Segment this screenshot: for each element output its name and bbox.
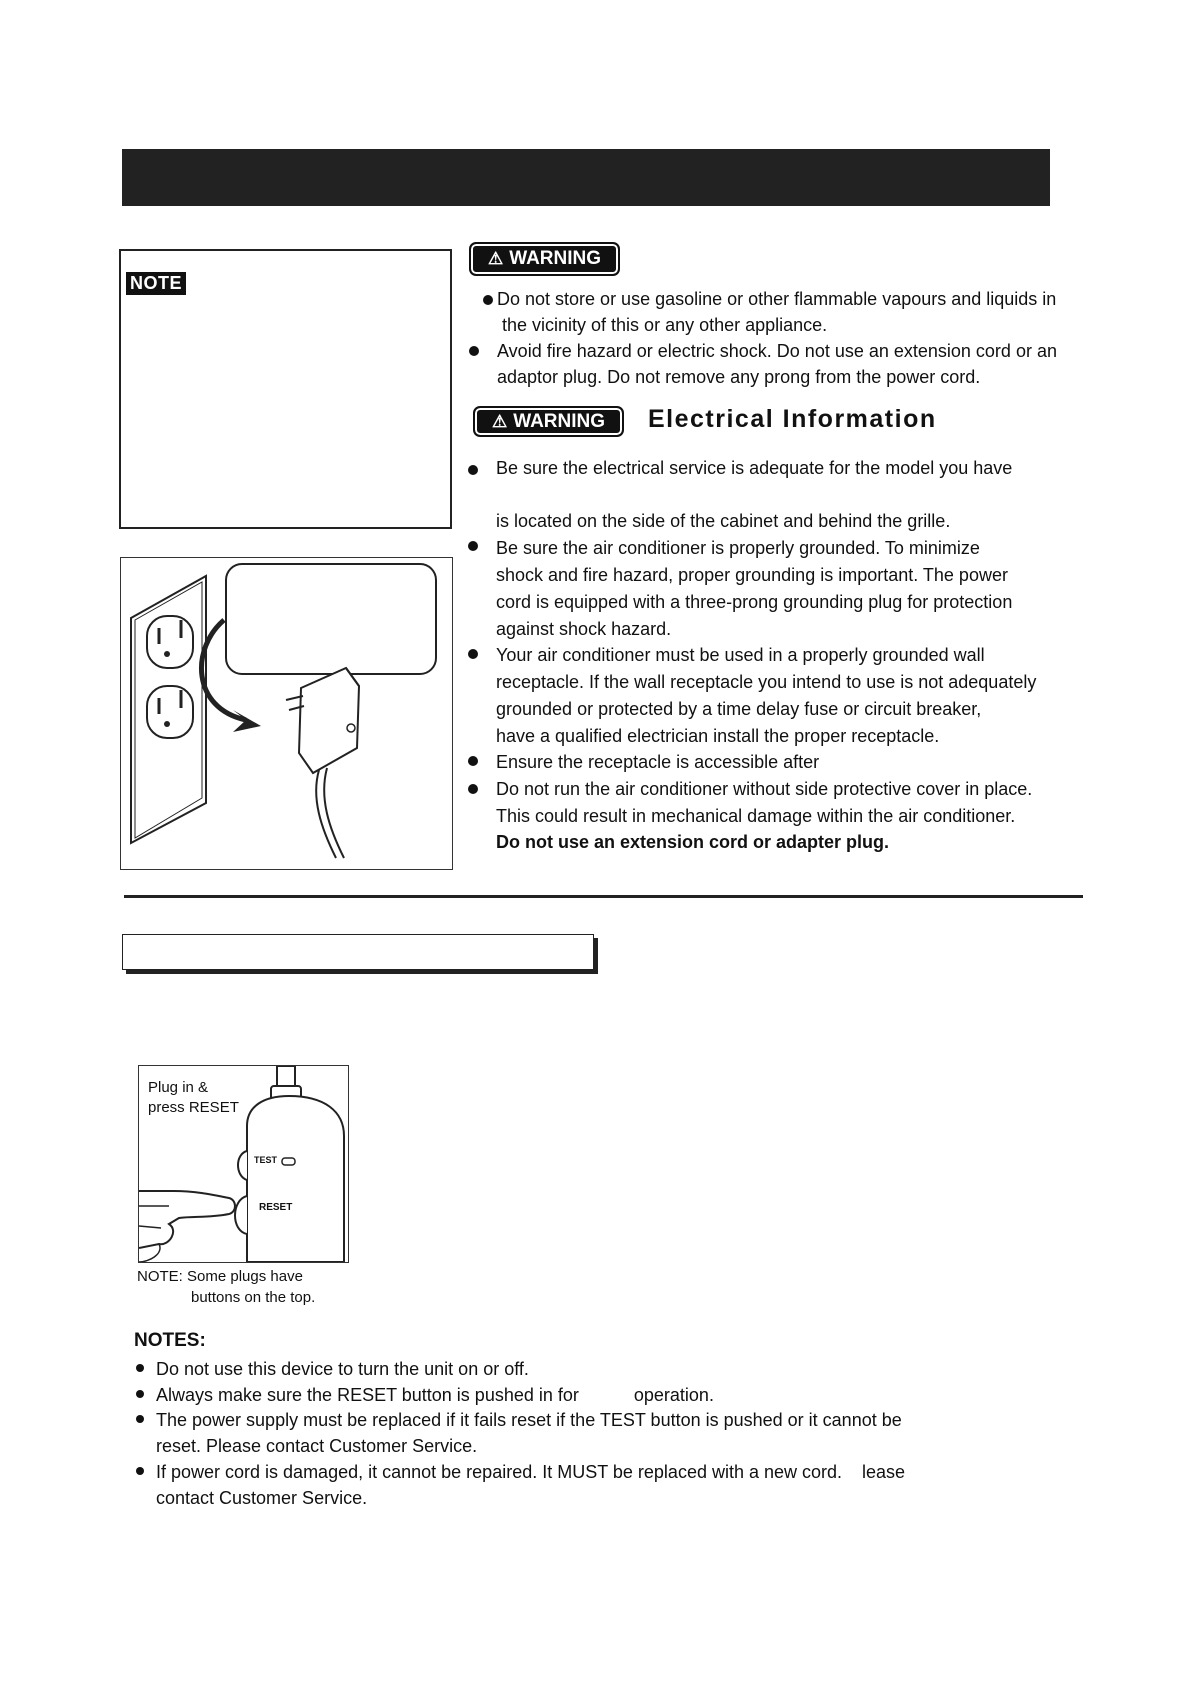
outlet-illustration xyxy=(120,557,453,870)
press-reset-label: press RESET xyxy=(148,1099,239,1116)
note-item-4-line-1: If power cord is damaged, it cannot be repaired. It MUST be replaced with a new cord. lease xyxy=(156,1462,906,1482)
bullet-icon xyxy=(483,295,493,305)
elec-bullet-3-line-1: Your air conditioner must be used in a properly grounded wall xyxy=(496,645,985,665)
note-item-3-line-1: The power supply must be replaced if it fails reset if the TEST button is pushed or it cannot be xyxy=(156,1410,902,1430)
elec-bullet-3-line-4: have a qualified electrician install the proper receptacle. xyxy=(496,726,940,746)
elec-bullet-3-line-2: receptacle. If the wall receptacle you intend to use is not adequately xyxy=(496,672,1037,692)
warning-triangle-icon: ⚠ xyxy=(491,411,508,431)
notes-title: NOTES: xyxy=(134,1330,206,1351)
plug-in-label: Plug in & xyxy=(148,1079,209,1096)
bullet-icon xyxy=(136,1364,144,1372)
bullet-icon xyxy=(468,756,478,766)
warning-badge: ⚠ WARNING xyxy=(469,242,620,276)
reset-button-label: RESET xyxy=(259,1202,293,1213)
warning1-bullet-1-line-2: the vicinity of this or any other appliance. xyxy=(502,315,828,335)
elec-bullet-5-line-2: This could result in mechanical damage within the air conditioner. xyxy=(496,806,1016,826)
no-extension-cord-warning: Do not use an extension cord or adapter plug. xyxy=(496,832,890,852)
bullet-icon xyxy=(468,465,478,475)
bullet-icon xyxy=(468,541,478,551)
warning-triangle-icon: ⚠ xyxy=(487,249,504,268)
note-item-4-line-2: contact Customer Service. xyxy=(156,1488,368,1508)
bullet-icon xyxy=(136,1415,144,1423)
wall-outlet-plug-icon xyxy=(121,558,451,868)
elec-bullet-1-line-3: is located on the side of the cabinet and behind the grille. xyxy=(496,511,951,531)
note-item-1: Do not use this device to turn the unit on or off. xyxy=(156,1359,529,1379)
bullet-icon xyxy=(469,346,479,356)
elec-bullet-2-line-4: against shock hazard. xyxy=(496,619,672,639)
test-button-label: TEST xyxy=(254,1155,278,1165)
elec-bullet-2-line-3: cord is equipped with a three-prong grounding plug for protection xyxy=(496,592,1013,612)
note-item-3-line-2: reset. Please contact Customer Service. xyxy=(156,1436,478,1456)
warning1-bullet-2-line-1: Avoid fire hazard or electric shock. Do not use an extension cord or an xyxy=(497,341,1057,361)
elec-bullet-3-line-3: grounded or protected by a time delay fuse or circuit breaker, xyxy=(496,699,982,719)
gfci-caption-line-2: buttons on the top. xyxy=(191,1289,316,1306)
bullet-icon xyxy=(136,1467,144,1475)
bullet-icon xyxy=(468,649,478,659)
section-divider xyxy=(124,895,1083,898)
warning1-bullet-2-line-2: adaptor plug. Do not remove any prong from the power cord. xyxy=(497,367,981,387)
elec-bullet-4-line-1: Ensure the receptacle is accessible after xyxy=(496,752,820,772)
gfci-caption-line-1: NOTE: Some plugs have xyxy=(137,1268,303,1285)
warning1-bullet-1-line-1: Do not store or use gasoline or other flammable vapours and liquids in xyxy=(497,289,1057,309)
bullet-icon xyxy=(136,1390,144,1398)
section-header-bar xyxy=(122,149,1050,206)
elec-bullet-2-line-2: shock and fire hazard, proper grounding is important. The power xyxy=(496,565,1008,585)
section-title-box xyxy=(122,934,594,970)
note-item-2: Always make sure the RESET button is pushed in for operation. xyxy=(156,1385,714,1405)
bullet-icon xyxy=(468,784,478,794)
electrical-information-title: Electrical Information xyxy=(648,405,937,433)
note-tag: NOTE xyxy=(126,272,186,295)
elec-bullet-1-line-1: Be sure the electrical service is adequate for the model you have xyxy=(496,458,1013,478)
warning-badge: ⚠ WARNING xyxy=(473,406,624,437)
elec-bullet-2-line-1: Be sure the air conditioner is properly grounded. To minimize xyxy=(496,538,980,558)
gfci-plug-illustration xyxy=(138,1065,349,1263)
elec-bullet-5-line-1: Do not run the air conditioner without side protective cover in place. xyxy=(496,779,1033,799)
